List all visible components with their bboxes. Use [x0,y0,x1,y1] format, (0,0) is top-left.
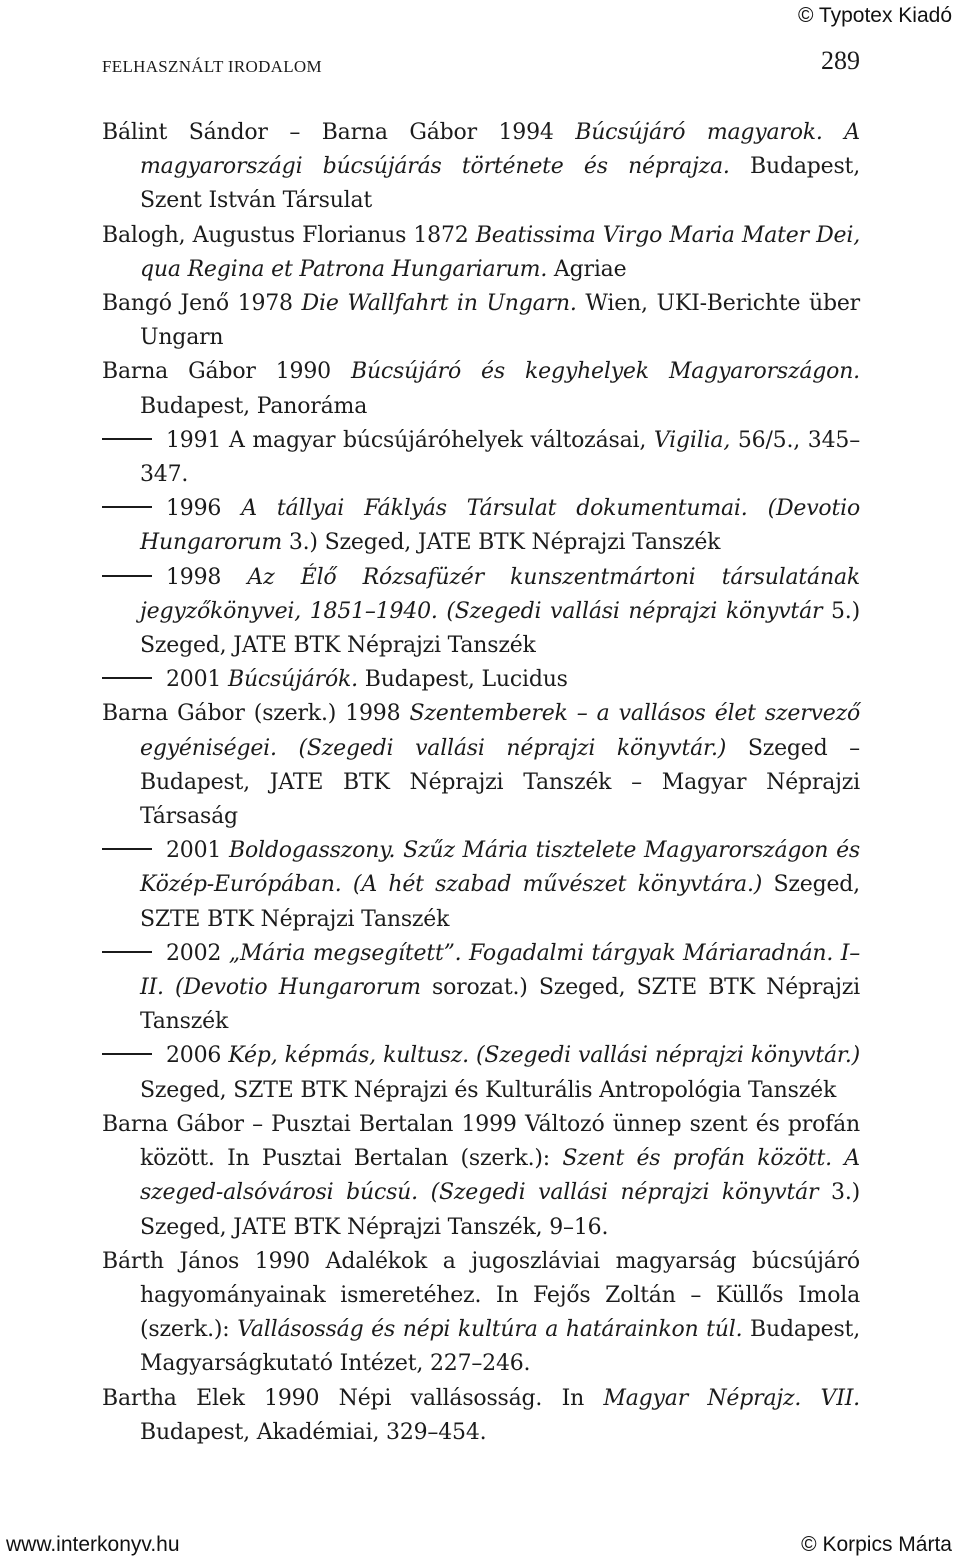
entry-publication: Budapest, Akadémiai, 329–454. [140,1419,487,1445]
entry-article-title: A magyar búcsújáróhelyek változásai, [228,427,654,453]
entry-article-title: Változó ünnep szent és profán között. In Pusztai Bertalan (szerk.): [140,1111,861,1172]
entry-title: Kép, képmás, kultusz. (Szegedi vallási néprajzi könyvtár.) [228,1043,860,1069]
entry-author: Bangó Jenő 1978 [102,291,302,317]
entry-title: Az Élő Rózsafüzér kunszentmártoni társulatának jegyzőkönyvei, 1851–1940. [140,564,860,624]
entry-title: Vallásosság és népi kultúra a határainkon túl. [237,1317,743,1343]
ditto-dash [102,1053,152,1055]
entry-publication: 3.) Szeged, JATE BTK Néprajzi Tanszék [282,530,721,556]
entry-publication: Budapest, Magyarságkutató Intézet, 227–246. [140,1317,860,1377]
ditto-dash [102,438,152,440]
copyright-watermark-bottom: © Korpics Márta [801,1533,952,1556]
bibliography-entry [102,1039,860,1107]
bibliography-entry [102,561,860,664]
entry-publication: Szeged – Budapest, JATE BTK Néprajzi Tanszék – Magyar Néprajzi Társaság [140,735,860,830]
bibliography-entry [102,1245,860,1382]
ditto-dash [102,848,152,850]
entry-series: (Devotio Hungarorum [163,975,421,1001]
entry-title: Búcsújárók. [227,667,358,693]
entry-publication: sorozat.) Szeged, SZTE BTK Néprajzi Tanszék [140,975,860,1035]
bibliography-entry [102,492,860,560]
entry-publication: Budapest, Szent István Társulat [140,154,860,214]
bibliography-entry [102,937,860,1040]
entry-series: (Szegedi vallási néprajzi könyvtár [437,598,823,624]
bibliography-entry [102,697,860,834]
entry-title: „Mária megsegített”. Fogadalmi tárgyak Máriaradnán. I–II. [140,940,860,1001]
entry-publication: 5.) Szeged, JATE BTK Néprajzi Tanszék [140,598,860,659]
bibliography-entry [102,1108,860,1245]
entry-title: Magyar Néprajz. VII. [603,1385,860,1411]
entry-year: 1998 [166,564,248,590]
page-number: 289 [821,46,860,75]
copyright-watermark-top: © Typotex Kiadó [797,4,952,27]
entry-author: Bálint Sándor – Barna Gábor 1994 [102,120,576,145]
entry-author: Barna Gábor 1990 [102,359,351,385]
bibliography-entry [102,355,860,423]
entry-publication: Agriae [547,256,627,282]
entry-publication: Budapest, Panoráma [140,393,368,419]
entry-article-title: Adalékok a jugoszláviai magyarság búcsújáró hagyományainak ismeretéhez. In Fejős Zoltán – Küllős Imola (szerk.): [140,1248,860,1343]
entry-year: 1991 [166,427,229,453]
entry-year: 2002 [166,940,229,966]
entry-author: Bartha Elek 1990 [102,1385,339,1411]
entry-title: Beatissima Virgo Maria Mater Dei, qua Regina et Patrona Hungariarum. [140,222,860,282]
bibliography-entry [102,116,860,219]
bibliography-entry [102,663,860,697]
entry-title: Búcsújáró és kegyhelyek Magyarországon. [350,359,860,385]
entry-title: Boldogasszony. Szűz Mária tisztelete Magyarországon és Közép-Európában. (A hét szabad művészet könyvtára.) [140,838,860,898]
entry-publication: 56/5., 345–347. [140,427,860,488]
entry-title: Búcsújáró magyarok. A magyarországi búcsújárás története és néprajza. [140,120,860,180]
entry-publication: Budapest, Lucidus [357,667,568,693]
entry-publication: Wien, UKI-Berichte über Ungarn [140,291,860,351]
entry-year: 2001 [166,838,230,864]
bibliography-entry [102,834,860,937]
bibliography-entry [102,424,860,492]
ditto-dash [102,951,152,953]
entry-publication: Szeged, SZTE BTK Néprajzi Tanszék [140,872,860,932]
ditto-dash [102,506,152,508]
bibliography-entry [102,219,860,287]
entry-author: Barna Gábor – Pusztai Bertalan 1999 [102,1111,525,1137]
entry-series: (Devotio Hungarorum [140,496,861,556]
entry-title: Szent és profán között. A szeged-alsóvárosi búcsú. [140,1146,860,1206]
entry-series: (Szegedi vallási néprajzi könyvtár [417,1180,819,1206]
entry-author: Balogh, Augustus Florianus 1872 [102,222,476,248]
entry-title: A tállyai Fáklyás Társulat dokumentumai. [241,496,748,522]
entry-year: 2006 [166,1043,229,1069]
running-title: FELHASZNÁLT IRODALOM [102,57,322,76]
entry-article-title: Népi vallásosság. In [338,1385,604,1411]
entry-year: 2001 [166,667,228,693]
page-header [102,46,860,82]
entry-journal: Vigilia, [653,427,731,453]
entry-title: Die Wallfahrt in Ungarn. [301,291,577,317]
bibliography-entry [102,1382,860,1450]
bibliography-list [102,116,860,1450]
entry-publication: Szeged, SZTE BTK Néprajzi és Kulturális Antropológia Tanszék [140,1077,837,1103]
ditto-dash [102,677,152,679]
bibliography-entry [102,287,860,355]
entry-author: Bárth János 1990 [102,1248,326,1274]
entry-title: Szentemberek – a vallásos élet szervező egyéniségei. (Szegedi vallási néprajzi könyvtár.) [140,701,861,761]
entry-publication: 3.) Szeged, JATE BTK Néprajzi Tanszék, 9–16. [140,1180,860,1240]
entry-year: 1996 [166,496,242,522]
website-watermark: www.interkonyv.hu [6,1533,180,1556]
entry-author: Barna Gábor (szerk.) 1998 [102,701,410,727]
ditto-dash [102,575,152,577]
